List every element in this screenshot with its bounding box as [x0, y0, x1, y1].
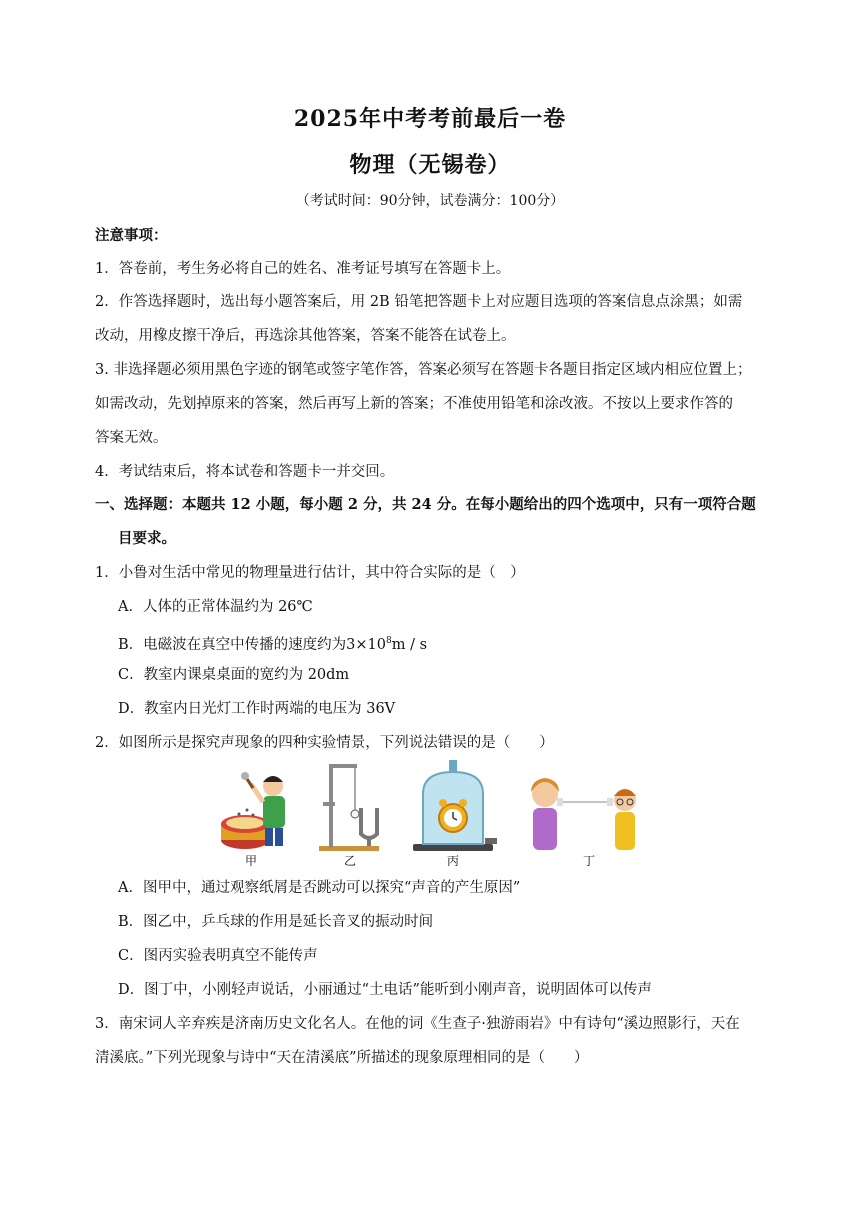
- string-telephone-experiment-illustration: [531, 778, 636, 850]
- note-2-line-1: 2．作答选择题时，选出每小题答案后，用 2B 铅笔把答题卡上对应题目选项的答案信息点涂黑；如需: [95, 294, 743, 310]
- q1-option-b-text: B．电磁波在真空中传播的速度约为: [118, 637, 347, 653]
- note-3-line-1: 3. 非选择题必须用黑色字迹的钢笔或签字笔作答，答案必须写在答题卡各题目指定区域内相应位置上；: [95, 362, 752, 378]
- exam-title: 2025年中考考前最后一卷: [293, 106, 567, 132]
- q1-option-d: D．教室内日光灯工作时两端的电压为 36V: [118, 701, 396, 717]
- drum-experiment-illustration: [221, 772, 285, 849]
- exam-subject: 物理（无锡卷）: [349, 152, 511, 178]
- q3-stem-line-2: 清溪底。”下列光现象与诗中“天在清溪底”所描述的现象原理相同的是（ ）: [95, 1050, 589, 1066]
- note-4: 4．考试结束后，将本试卷和答题卡一并交回。: [95, 464, 395, 480]
- q1-option-b-unit: m / s: [391, 637, 428, 653]
- q1-option-c: C．教室内课桌桌面的宽约为 20dm: [118, 667, 350, 683]
- q2-option-a: A．图甲中，通过观察纸屑是否跳动可以探究“声音的产生原因”: [118, 880, 521, 896]
- note-1: 1．答卷前，考生务必将自己的姓名、准考证号填写在答题卡上。: [95, 261, 511, 277]
- figure-label-ding: 丁: [583, 854, 596, 868]
- figure-label-yi: 乙: [344, 854, 357, 868]
- q1-option-b-base: 3×10: [346, 637, 386, 653]
- section-1-heading: 一、选择题：本题共 12 小题，每小题 2 分，共 24 分。在每小题给出的四个选项中，只有一项符合题: [95, 496, 756, 513]
- q2-stem: 2．如图所示是探究声现象的四种实验情景，下列说法错误的是（ ）: [95, 735, 554, 751]
- q1-option-a: A．人体的正常体温约为 26℃: [118, 599, 313, 615]
- bell-jar-experiment-illustration: [413, 760, 497, 851]
- note-2-line-2: 改动，用橡皮擦干净后，再选涂其他答案，答案不能答在试卷上。: [95, 328, 516, 344]
- q3-stem-line-1: 3．南宋词人辛弃疾是济南历史文化名人。在他的词《生查子·独游雨岩》中有诗句“溪边照影行，天在: [95, 1016, 740, 1032]
- q2-option-c: C．图丙实验表明真空不能传声: [118, 948, 318, 964]
- note-3-line-2: 如需改动，先划掉原来的答案，然后再写上新的答案；不准使用铅笔和涂改液。不按以上要求作答的: [95, 396, 733, 412]
- tuning-fork-experiment-illustration: [319, 764, 379, 851]
- q1-stem: 1．小鲁对生活中常见的物理量进行估计，其中符合实际的是（ ）: [95, 565, 525, 581]
- q2-option-d: D．图丁中，小刚轻声说话，小丽通过“土电话”能听到小刚声音，说明固体可以传声: [118, 982, 652, 998]
- figure-label-bing: 丙: [447, 854, 460, 868]
- notes-heading: 注意事项：: [95, 227, 168, 244]
- q2-option-b: B．图乙中，乒乓球的作用是延长音叉的振动时间: [118, 914, 434, 930]
- section-1-heading-cont: 目要求。: [118, 530, 176, 547]
- figure-label-jia: 甲: [245, 854, 258, 868]
- q1-option-b: [118, 631, 798, 655]
- q1-option-b-exponent: 8: [385, 636, 392, 646]
- note-3-line-3: 答案无效。: [95, 430, 168, 446]
- exam-info: （考试时间：90分钟，试卷满分：100分）: [295, 193, 565, 209]
